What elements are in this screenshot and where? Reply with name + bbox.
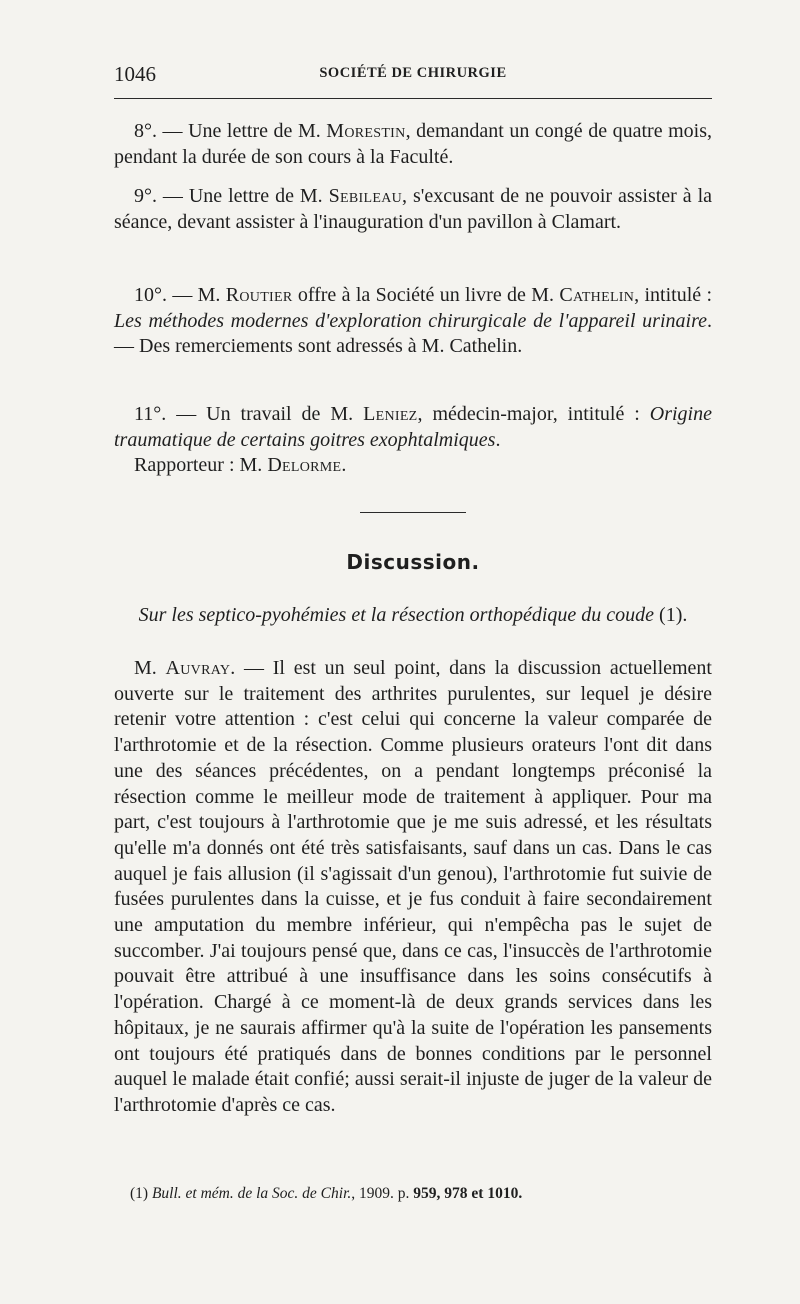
footnote-marker: (1) bbox=[130, 1185, 152, 1202]
rapporteur-label: Rapporteur : M. bbox=[134, 454, 268, 477]
footnote-pages: 959, 978 et 1010. bbox=[413, 1185, 523, 1202]
discussion-subheading bbox=[114, 602, 712, 628]
item-9-lead: 9°. — Une lettre de M. bbox=[134, 185, 329, 207]
item-11-mid: , médecin-major, intitulé : bbox=[417, 403, 650, 425]
item-11-work-title: Origine traumatique de certains goitres exophtalmiques bbox=[114, 403, 712, 451]
item-10-name-1: Routier bbox=[225, 284, 293, 306]
item-10-mid-2: , intitulé : bbox=[634, 284, 713, 306]
item-8-name: Morestin bbox=[326, 120, 406, 142]
footnote bbox=[130, 1183, 712, 1205]
journal-title: SOCIÉTÉ DE CHIRURGIE bbox=[319, 65, 507, 81]
speaker-name: Auvray bbox=[165, 657, 231, 679]
item-8-paragraph bbox=[114, 119, 712, 170]
footnote-ref: (1). bbox=[654, 604, 688, 626]
item-9-text: , s'excusant de ne pouvoir assister à la séance, devant assister à l'inauguration d'un pavillon à Clamart. bbox=[114, 185, 713, 233]
item-11-lead: 11°. — Un travail de M. bbox=[134, 403, 364, 425]
running-head bbox=[114, 62, 712, 86]
item-10-mid: offre à la Société un livre de M. bbox=[292, 284, 560, 306]
page-number: 1046 bbox=[114, 62, 156, 86]
footnote-details: , 1909. p. bbox=[351, 1185, 414, 1202]
item-10-paragraph bbox=[114, 283, 712, 360]
footnote-source: Bull. et mém. de la Soc. de Chir. bbox=[151, 1185, 352, 1202]
item-8-lead: 8°. — Une lettre de M. bbox=[134, 120, 327, 142]
item-9-paragraph bbox=[114, 184, 712, 235]
item-10-lead: 10°. — M. bbox=[134, 284, 226, 306]
item-11-name: Leniez bbox=[363, 403, 418, 425]
discussion-paragraph bbox=[114, 656, 712, 1119]
item-10-book-title: Les méthodes modernes d'exploration chirurgicale de l'appareil urinaire bbox=[114, 309, 707, 332]
item-10-name-2: Cathelin bbox=[559, 284, 635, 306]
item-11-paragraph bbox=[114, 402, 712, 479]
header-rule bbox=[114, 98, 712, 99]
rapporteur-end: . bbox=[341, 454, 347, 477]
item-10-text: . — Des remerciements sont adressés à M. Cathelin. bbox=[114, 309, 712, 358]
section-separator bbox=[360, 512, 466, 513]
section-heading: Discussion. bbox=[346, 550, 480, 574]
rapporteur-name: Delorme bbox=[267, 454, 342, 477]
item-9-name: Sebileau bbox=[328, 185, 403, 207]
speaker-prefix: M. bbox=[134, 657, 166, 679]
subheading-title: Sur les septico-pyohémies et la résection orthopédique du coude bbox=[138, 604, 655, 626]
item-8-text: , demandant un congé de quatre mois, pendant la durée de son cours à la Faculté. bbox=[114, 120, 713, 168]
discussion-body: . — Il est un seul point, dans la discussion actuellement ouverte sur le traitement des arthrites purulentes, sur lequel je désire retenir votre attention : c'est celui qui concerne la valeur comparée de l'arthrotomie et de la résection. Comme plusieurs orateurs l'ont dit dans une des séances précédentes, on a pendant longtemps préconisé la résection comme le meilleur mode de traitement à appliquer. Pour ma part, c'est toujours à l'arthrotomie que je me suis adressé, et les résultats qu'elle m'a donnés ont été très satisfaisants, sauf dans un cas. Dans le cas auquel je fais allusion (il s'agissait d'un genou), l'arthrotomie fut suivie de fusées purulentes dans la cuisse, et je fus conduit à faire secondairement une amputation du membre inférieur, qui n'empêcha pas le sujet de succomber. J'ai toujours pensé que, dans ce cas, l'insuccès de l'arthrotomie pouvait être attribué à une insuffisance dans les soins consécutifs à l'opération. Chargé à ce moment-là de deux grands services dans les hôpitaux, je ne saurais affirmer qu'à la suite de l'opération les pansements ont toujours été pratiqués dans de bonnes conditions par le personnel auquel le malade était confié; aussi serait-il injuste de juger de la valeur de l'arthrotomie d'après ce cas. bbox=[114, 657, 712, 1116]
item-11-end: . bbox=[495, 428, 501, 451]
